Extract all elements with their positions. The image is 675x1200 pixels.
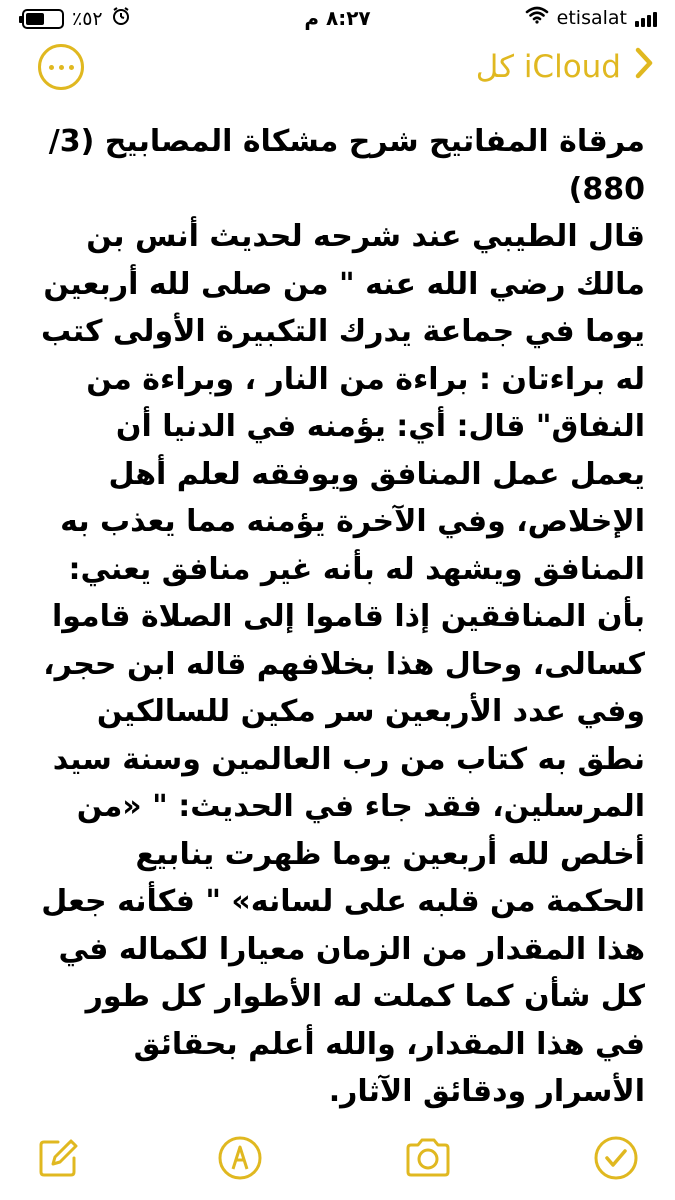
status-right — [525, 6, 657, 29]
back-button[interactable] — [476, 42, 653, 92]
compose-icon — [36, 1136, 80, 1180]
more-options-button[interactable] — [38, 44, 84, 90]
back-label: كل iCloud — [475, 49, 621, 85]
note-title: مرقاة المفاتيح شرح مشكاة المصابيح (3/ 880) — [48, 124, 645, 207]
checklist-icon — [593, 1135, 639, 1181]
more-dot — [59, 65, 64, 70]
compose-button[interactable] — [34, 1134, 82, 1182]
carrier-name: etisalat — [556, 6, 627, 29]
status-time: ٨:٢٧ م — [304, 6, 371, 30]
more-dot — [49, 65, 54, 70]
status-bar — [0, 0, 675, 36]
markup-button[interactable] — [216, 1134, 264, 1182]
battery-percent: ٪٥٢ — [72, 7, 103, 30]
bottom-toolbar — [0, 1120, 675, 1200]
nav-bar — [0, 36, 675, 102]
chevron-right-icon — [635, 47, 653, 87]
wifi-icon — [525, 6, 549, 29]
note-body[interactable] — [37, 118, 645, 1116]
more-dot — [69, 65, 74, 70]
camera-button[interactable] — [404, 1134, 452, 1182]
markup-icon — [217, 1135, 263, 1181]
note-text: قال الطيبي عند شرحه لحديث أنس بن مالك رضي الله عنه " من صلى لله أربعين يوما في جماعة يدرك التكبيرة الأولى كتب له براءتان : براءة من النار ، وبراءة من النفاق" قال: أي: يؤمنه في الدنيا أن يعمل عمل المنافق ويوفقه لعلم أهل الإخلاص، وفي الآخرة يؤمنه مما يعذب به المنافق ويشهد له بأنه غير منافق يعني: بأن المنافقين إذا قاموا إلى الصلاة قاموا كسالى، وحال هذا بخلافهم قاله ابن حجر، وفي عدد الأربعين سر مكين للسالكين نطق به كتاب من رب العالمين وسنة سيد المرسلين، فقد جاء في الحديث: " «من أخلص لله أربعين يوما ظهرت ينابيع الحكمة من قلبه على لسانه» " فكأنه جعل هذا المقدار من الزمان معيارا لكماله في كل شأن كما كملت له الأطوار كل طور في هذا المقدار، والله أعلم بحقائق الأسرار ودقائق الآثار. — [40, 219, 645, 1109]
checklist-button[interactable] — [592, 1134, 640, 1182]
camera-icon — [403, 1136, 453, 1180]
signal-icon — [635, 9, 657, 27]
